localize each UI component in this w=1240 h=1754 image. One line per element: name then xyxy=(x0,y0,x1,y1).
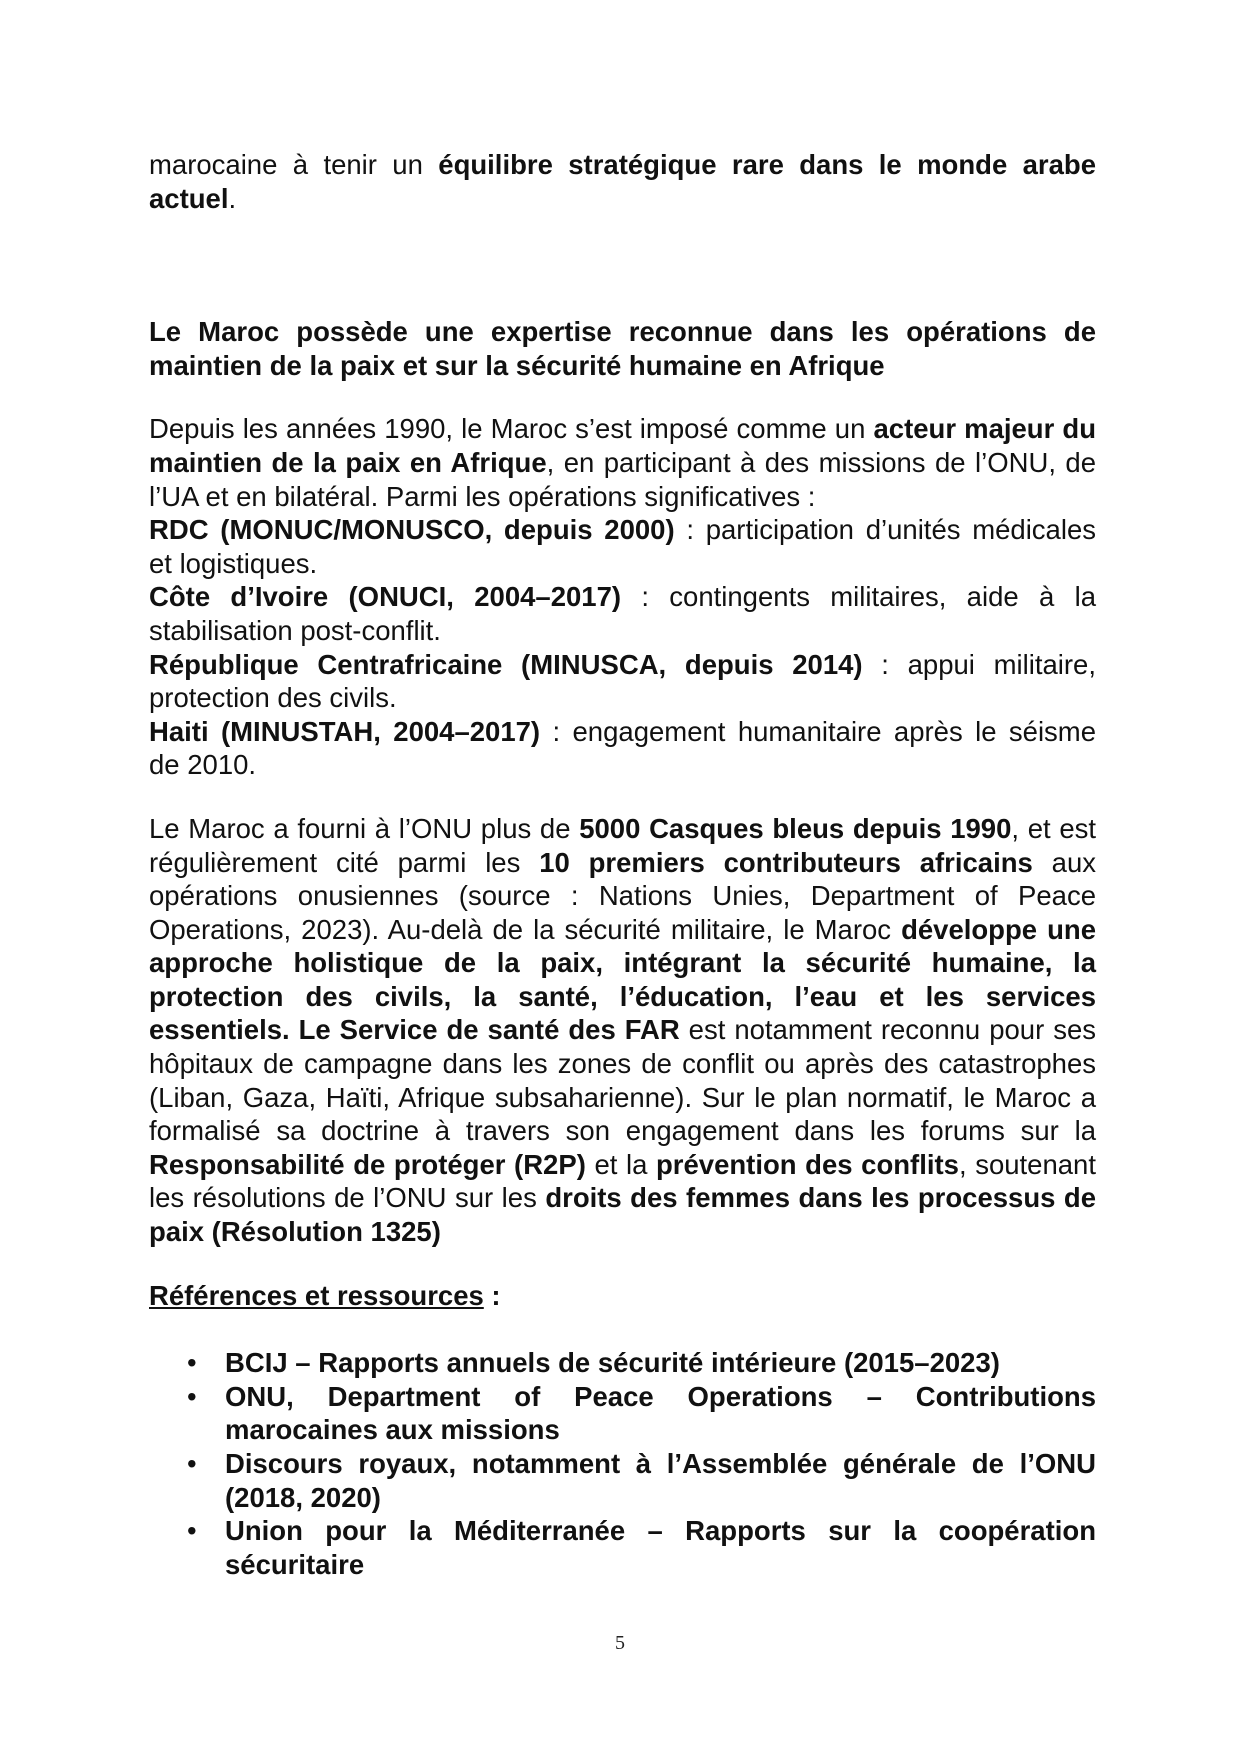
paragraph-peacekeeping xyxy=(149,412,1096,513)
operation-desc: : engagement humanitaire après le séisme de 2010. xyxy=(149,715,1096,781)
document-page xyxy=(149,148,1096,1581)
para2-text-4: est notamment reconnu pour ses hôpitaux de campagne dans les zones de conflit ou après des catastrophes (Liban, Gaza, Haïti, Afrique subsaharienne). Sur le plan normatif, le Maroc a formalisé sa doctrine à travers son engagement dans les forums sur la xyxy=(149,1014,1096,1147)
operation-name: Haiti (MINUSTAH, 2004–2017) xyxy=(149,715,541,747)
para1-text-1: Depuis les années 1990, le Maroc s’est imposé comme un xyxy=(149,413,874,445)
para2-bold-3: développe une approche holistique de la paix, intégrant la sécurité humaine, la protection des civils, la santé, l’éducation, l’eau et les services essentiels. Le Service de santé des FAR xyxy=(149,913,1096,1046)
para1-text-2: , en participant à des missions de l’ONU, de l’UA et en bilatéral. Parmi les opérations significatives : xyxy=(149,446,1096,512)
reference-text: Discours royaux, notamment à l’Assemblée générale de l’ONU (2018, 2020) xyxy=(225,1448,1096,1513)
intro-end: . xyxy=(228,182,237,214)
operation-item xyxy=(149,715,1096,782)
paragraph-contributions xyxy=(149,812,1096,1249)
para2-text-2: , et est régulièrement cité parmi les xyxy=(149,812,1097,878)
reference-item xyxy=(149,1380,1096,1447)
reference-item xyxy=(149,1514,1096,1581)
intro-bold: équilibre stratégique rare dans le monde arabe actuel xyxy=(149,149,1096,214)
operation-name: République Centrafricaine (MINUSCA, depuis 2014) xyxy=(149,648,863,680)
bullet-icon: • xyxy=(187,1515,197,1547)
operation-name: Côte d’Ivoire (ONUCI, 2004–2017) xyxy=(149,581,622,613)
para2-text-1: Le Maroc a fourni à l’ONU plus de xyxy=(149,812,580,844)
reference-text: Union pour la Méditerranée – Rapports sur la coopération sécuritaire xyxy=(225,1515,1096,1580)
section-heading: Le Maroc possède une expertise reconnue dans les opérations de maintien de la paix et sur la sécurité humaine en Afrique xyxy=(149,316,1096,381)
para2-bold-6: droits des femmes dans les processus de paix (Résolution 1325) xyxy=(149,1182,1096,1248)
para2-bold-5: prévention des conflits xyxy=(656,1148,959,1180)
reference-item xyxy=(149,1346,1096,1380)
operation-item xyxy=(149,580,1096,647)
bullet-icon: • xyxy=(187,1448,197,1479)
reference-text: BCIJ – Rapports annuels de sécurité intérieure (2015–2023) xyxy=(225,1347,1000,1379)
references-title: Références et ressources xyxy=(149,1279,484,1311)
para2-text-6: , soutenant les résolutions de l’ONU sur les xyxy=(149,1148,1096,1214)
para2-bold-1: 5000 Casques bleus depuis 1990 xyxy=(579,812,1012,844)
operation-desc: : participation d’unités médicales et logistiques. xyxy=(149,514,1097,579)
operation-item xyxy=(149,513,1096,580)
operation-desc: : appui militaire, protection des civils. xyxy=(149,648,1096,714)
para1-bold-1: acteur majeur du maintien de la paix en Afrique xyxy=(149,413,1096,478)
references-heading xyxy=(149,1279,1096,1313)
para2-bold-2: 10 premiers contributeurs africains xyxy=(539,846,1033,878)
references-suffix: : xyxy=(483,1279,501,1311)
operation-item xyxy=(149,648,1096,715)
bullet-icon: • xyxy=(187,1347,197,1379)
para2-bold-4: Responsabilité de protéger (R2P) xyxy=(149,1148,586,1180)
reference-text: ONU, Department of Peace Operations – Contributions marocaines aux missions xyxy=(225,1380,1096,1446)
references-list xyxy=(149,1346,1096,1581)
page-number: 5 xyxy=(615,1632,625,1654)
para2-text-5: et la xyxy=(585,1148,656,1180)
bullet-icon: • xyxy=(187,1380,197,1412)
intro-text: marocaine à tenir un xyxy=(149,149,439,180)
para2-text-3: aux opérations onusiennes (source : Nations Unies, Department of Peace Operations, 2023). Au-delà de la sécurité militaire, le Maroc xyxy=(149,846,1097,945)
intro-paragraph xyxy=(149,148,1096,215)
operation-name: RDC (MONUC/MONUSCO, depuis 2000) xyxy=(149,514,675,546)
reference-item xyxy=(149,1447,1096,1514)
operation-desc: : contingents militaires, aide à la stabilisation post-conflit. xyxy=(149,581,1096,646)
